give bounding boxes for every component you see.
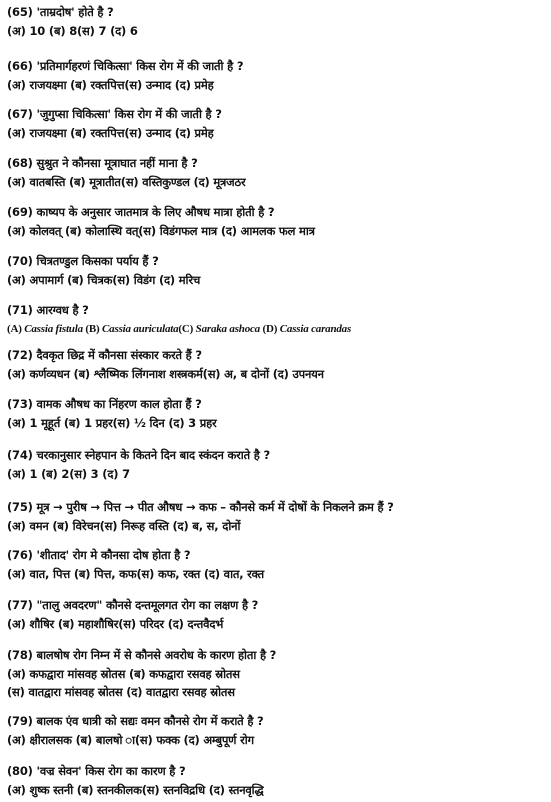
question-80 [7,762,547,799]
question-74 [7,446,547,483]
question-text: (76) 'शीताद' रोग मे कौनसा दोष होता है ? [7,548,191,562]
answer-options: (अ) कोलवत् (ब) कोलास्थि वत्(स) विडंगफल मात्र (द) आमलक फल मात्र [7,224,315,238]
option-d-label: (D) [260,323,280,335]
question-text: (75) मूत्र → पुरीष → पित्त → पीत औषध → कफ – कौनसे कर्म में दोषों के निकलने क्रम हैं ? [7,500,394,514]
answer-options-line-2: (स) वातद्वारा मांसवह स्रोतस (द) वातद्वारा रसवह स्रोतस [7,685,235,699]
question-text: (74) चरकानुसार स्नेहपान के कितने दिन बाद स्कंदन कराते है ? [7,448,270,462]
question-76 [7,546,547,583]
option-a-label: (A) [7,323,25,335]
answer-options: (अ) शौषिर (ब) महाशौषिर(स) परिदर (द) दन्तवैदर्भ [7,617,224,631]
answer-options [7,320,547,338]
question-66 [7,57,547,94]
option-b-text: Cassia auriculata [102,323,179,335]
question-text: (65) 'ताम्रदोष' होते है ? [7,5,114,19]
question-text: (72) दैवकृत छिद्र में कौनसा संस्कार करते हैं ? [7,348,202,362]
question-78 [7,646,547,701]
question-77 [7,596,547,633]
question-text: (69) काष्यप के अनुसार जातमात्र के लिए औषध मात्रा होती है ? [7,205,275,219]
answer-options: (अ) वातबस्ति (ब) मूत्रातीत(स) वस्तिकुण्डल (द) मूत्रजठर [7,175,246,189]
answer-options: (अ) अपामार्ग (ब) चित्रक(स) विडंग (द) मरिच [7,273,201,287]
answer-options-line-1: (अ) कफद्वारा मांसवह स्रोतस (ब) कफद्वारा रसवह स्रोतस [7,667,240,681]
option-c-text: Saraka ashoca [195,323,260,335]
question-70 [7,252,547,289]
answer-options: (अ) वमन (ब) विरेचन(स) निरूह वस्ति (द) ब, स, दोनों [7,519,241,533]
answer-options: (अ) शुष्क स्तनी (ब) स्तनकीलक(स) स्तनविद्रधि (द) स्तनवृद्धि [7,783,264,797]
question-75 [7,498,547,535]
question-67 [7,105,547,142]
question-73 [7,395,547,432]
answer-options: (अ) वात, पित्त (ब) पित्त, कफ(स) कफ, रक्त (द) वात, रक्त [7,567,265,581]
answer-options: (अ) कर्णव्यधन (ब) श्लैष्मिक लिंगनाश शस्त्रकर्म(स) अ, ब दोनों (द) उपनयन [7,367,324,381]
question-71 [7,301,547,338]
option-a-text: Cassia fistula [24,323,83,335]
question-text: (66) 'प्रतिमार्गहरणं चिकित्सा' किस रोग में की जाती है ? [7,59,244,73]
option-c-label: (C) [178,323,196,335]
question-text: (68) सुश्रुत ने कौनसा मूत्राघात नहीं माना है ? [7,156,198,170]
option-b-label: (B) [82,323,103,335]
answer-options: (अ) राजयक्ष्मा (ब) रक्तपित्त(स) उन्माद (द) प्रमेह [7,78,214,92]
question-65 [7,3,547,40]
question-text: (79) बालक एंव धात्री को सद्यः वमन कौनसे रोग में कराते है ? [7,714,264,728]
answer-options: (अ) 10 (ब) 8(स) 7 (द) 6 [7,24,138,38]
question-72 [7,346,547,383]
question-79 [7,712,547,749]
question-text: (71) आरग्वध है ? [7,303,89,317]
question-text: (78) बालषोष रोग निम्न में से कौनसे अवरोध के कारण होता है ? [7,648,277,662]
question-text: (80) 'वज्र सेवन' किस रोग का कारण है ? [7,764,186,778]
question-text: (70) चित्रतण्डुल किसका पर्याय हैं ? [7,254,159,268]
question-text: (67) 'जुगुप्सा चिकित्सा' किस रोग में की जाती है ? [7,107,222,121]
question-text: (73) वामक औषध का निंहरण काल होता हैं ? [7,397,202,411]
answer-options: (अ) 1 मूहूर्त (ब) 1 प्रहर(स) ½ दिन (द) 3 प्रहर [7,416,217,430]
option-d-text: Cassia carandas [279,323,352,335]
answer-options: (अ) क्षीरालसक (ब) बालषो ा(स) फक्क (द) अम्बुपूर्ण रोग [7,733,254,747]
answer-options: (अ) 1 (ब) 2(स) 3 (द) 7 [7,467,130,481]
question-69 [7,203,547,240]
answer-options: (अ) राजयक्ष्मा (ब) रक्तपित्त(स) उन्माद (द) प्रमेह [7,126,214,140]
question-text: (77) "तालु अवदरण" कौनसे दन्तमूलगत रोग का लक्षण है ? [7,598,259,612]
question-68 [7,154,547,191]
